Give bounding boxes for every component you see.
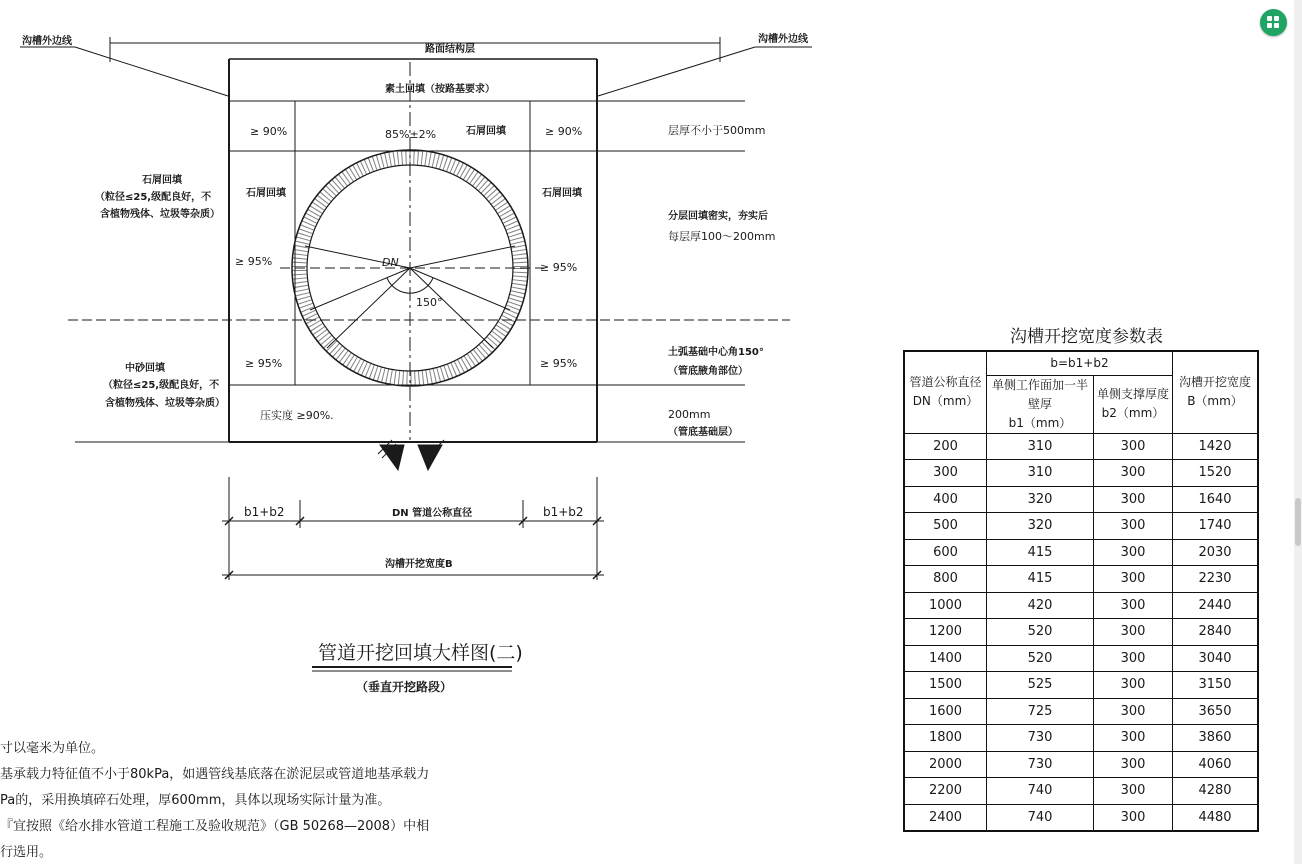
dim-left-label: b1+b2 (244, 505, 285, 519)
table-cell: 300 (1094, 513, 1173, 540)
header-b2-line: 单侧支撑厚度 (1096, 387, 1169, 401)
grid-icon (1267, 16, 1280, 29)
bottom-compaction-label: 压实度 ≥90%. (260, 409, 334, 422)
note-line: 行选用。 (0, 845, 53, 860)
table-cell: 1400 (904, 645, 987, 672)
table-cell: 520 (987, 619, 1094, 646)
table-cell: 730 (987, 725, 1094, 752)
header-b1 (987, 375, 1094, 433)
chip-spec-line: （粒径≤25,级配良好，不 (95, 192, 212, 203)
drawing-title: 管道开挖回填大样图(二) (318, 642, 523, 664)
table-cell: 520 (987, 645, 1094, 672)
table-cell: 3650 (1173, 698, 1259, 725)
table-row (904, 539, 1258, 566)
table-cell: 2230 (1173, 566, 1259, 593)
sand-spec-line: 含植物残体、垃圾等杂质） (105, 398, 225, 409)
plain-soil-label: 素土回填（按路基要求） (385, 84, 495, 95)
dim-center-label: DN 管道公称直径 (392, 508, 473, 519)
table-cell: 300 (1094, 592, 1173, 619)
drawing-subtitle: （垂直开挖路段） (356, 680, 453, 694)
angle-label: 150° (416, 296, 443, 309)
table-cell: 740 (987, 778, 1094, 805)
center-compaction-label: 85%±2% (385, 128, 437, 141)
table-row (904, 486, 1258, 513)
table-cell: 415 (987, 566, 1094, 593)
table-cell: 2200 (904, 778, 987, 805)
header-b1-unit: b1（mm） (1008, 415, 1072, 430)
table-row (904, 645, 1258, 672)
compaction-label: ≥ 90% (545, 125, 583, 138)
scrollbar-track[interactable] (1294, 0, 1302, 864)
table-cell: 3040 (1173, 645, 1259, 672)
table-row (904, 433, 1258, 460)
note-line: Pa的，采用换填碎石处理，厚600mm，具体以现场实际计量为准。 (0, 793, 391, 808)
layer-note: 层厚不小于500mm (668, 124, 766, 137)
table-cell: 4280 (1173, 778, 1259, 805)
header-b1-line: 单侧工作面加一半壁厚 (991, 377, 1088, 411)
header-b2-unit: b2（mm） (1101, 406, 1165, 420)
dim-total-label: 沟槽开挖宽度B (385, 559, 453, 570)
note-line: 基承载力特征值不小于80kPa，如遇管线基底落在淤泥层或管道地基承载力 (0, 767, 430, 782)
compaction-label: ≥ 95% (235, 255, 273, 268)
table-cell: 415 (987, 539, 1094, 566)
chip-spec-title: 石屑回填 (142, 175, 182, 186)
outer-line-label-left: 沟槽外边线 (22, 36, 72, 47)
outer-line-label-right: 沟槽外边线 (758, 34, 808, 45)
header-B (1173, 351, 1259, 433)
table-cell: 300 (1094, 725, 1173, 752)
compaction-label: ≥ 95% (245, 357, 283, 370)
header-dn-line: 管道公称直径 (909, 375, 982, 390)
sand-spec-line: （粒径≤25,级配良好，不 (103, 380, 220, 391)
table-cell: 400 (904, 486, 987, 513)
table-cell: 2440 (1173, 592, 1259, 619)
arc-note: （管底腋角部位） (668, 366, 748, 377)
table-row (904, 592, 1258, 619)
scrollbar-thumb[interactable] (1295, 498, 1301, 546)
table-cell: 420 (987, 592, 1094, 619)
table-cell: 725 (987, 698, 1094, 725)
table-cell: 320 (987, 486, 1094, 513)
table-row (904, 778, 1258, 805)
table-cell: 1600 (904, 698, 987, 725)
compaction-label: ≥ 95% (540, 261, 578, 274)
header-group: b=b1+b2 (987, 351, 1173, 375)
table-cell: 500 (904, 513, 987, 540)
table-cell: 2400 (904, 804, 987, 831)
table-cell: 1200 (904, 619, 987, 646)
base-note: 200mm (668, 408, 711, 421)
table-cell: 800 (904, 566, 987, 593)
note-line: 『宜按照《给水排水管道工程施工及验收规范》（GB 50268—2008）中相 (0, 819, 430, 834)
table-cell: 300 (1094, 672, 1173, 699)
table-cell: 300 (1094, 778, 1173, 805)
header-dn-unit: DN（mm） (912, 394, 979, 409)
chip-fill-label: 石屑回填 (466, 126, 506, 137)
table-cell: 300 (1094, 566, 1173, 593)
table-cell: 730 (987, 751, 1094, 778)
table-cell: 600 (904, 539, 987, 566)
table-row (904, 513, 1258, 540)
table-cell: 320 (987, 513, 1094, 540)
chip-spec-line: 含植物残体、垃圾等杂质） (100, 209, 220, 220)
sand-spec-title: 中砂回填 (125, 363, 165, 374)
table-cell: 310 (987, 433, 1094, 460)
base-note: （管底基础层） (668, 427, 738, 438)
dn-label: DN (382, 256, 399, 269)
table-cell: 300 (1094, 804, 1173, 831)
table-cell: 1800 (904, 725, 987, 752)
arc-note: 土弧基础中心角150° (668, 347, 764, 358)
table-cell: 200 (904, 433, 987, 460)
table-row (904, 698, 1258, 725)
table-cell: 1420 (1173, 433, 1259, 460)
dim-right-label: b1+b2 (543, 505, 584, 519)
table-cell: 300 (1094, 539, 1173, 566)
compact-note: 分层回填密实，夯实后 (668, 211, 768, 222)
table-cell: 2030 (1173, 539, 1259, 566)
table-cell: 1640 (1173, 486, 1259, 513)
table-cell: 310 (987, 460, 1094, 487)
header-dn (904, 351, 987, 433)
chip-fill-label: 石屑回填 (542, 188, 582, 199)
table-cell: 300 (1094, 460, 1173, 487)
table-cell: 1520 (1173, 460, 1259, 487)
table-row (904, 619, 1258, 646)
table-row (904, 566, 1258, 593)
table-cell: 300 (1094, 486, 1173, 513)
table-cell: 525 (987, 672, 1094, 699)
table-row (904, 460, 1258, 487)
table-cell: 300 (1094, 619, 1173, 646)
compact-note: 每层厚100～200mm (668, 230, 776, 243)
table-cell: 2840 (1173, 619, 1259, 646)
table-cell: 300 (1094, 698, 1173, 725)
table-cell: 3150 (1173, 672, 1259, 699)
table-cell: 300 (904, 460, 987, 487)
table-cell: 300 (1094, 433, 1173, 460)
pavement-label: 路面结构层 (425, 44, 475, 55)
table-cell: 1740 (1173, 513, 1259, 540)
table-cell: 3860 (1173, 725, 1259, 752)
compaction-label: ≥ 90% (250, 125, 288, 138)
table-row (904, 804, 1258, 831)
compaction-label: ≥ 95% (540, 357, 578, 370)
header-b2 (1094, 375, 1173, 433)
table-row (904, 725, 1258, 752)
table-row (904, 672, 1258, 699)
table-cell: 300 (1094, 751, 1173, 778)
table-cell: 4060 (1173, 751, 1259, 778)
table-cell: 740 (987, 804, 1094, 831)
header-B-line: 沟槽开挖宽度 (1178, 375, 1251, 390)
note-line: 寸以毫米为单位。 (0, 741, 105, 756)
trench-width-table (903, 350, 1259, 832)
chip-fill-label: 石屑回填 (246, 188, 286, 199)
table-cell: 1500 (904, 672, 987, 699)
table-cell: 2000 (904, 751, 987, 778)
table-row (904, 751, 1258, 778)
table-cell: 1000 (904, 592, 987, 619)
notes (0, 736, 429, 866)
table-cell: 300 (1094, 645, 1173, 672)
grid-app-icon[interactable] (1260, 9, 1287, 36)
table-cell: 4480 (1173, 804, 1259, 831)
table-title: 沟槽开挖宽度参数表 (1010, 327, 1163, 347)
header-B-unit: B（mm） (1187, 394, 1243, 409)
